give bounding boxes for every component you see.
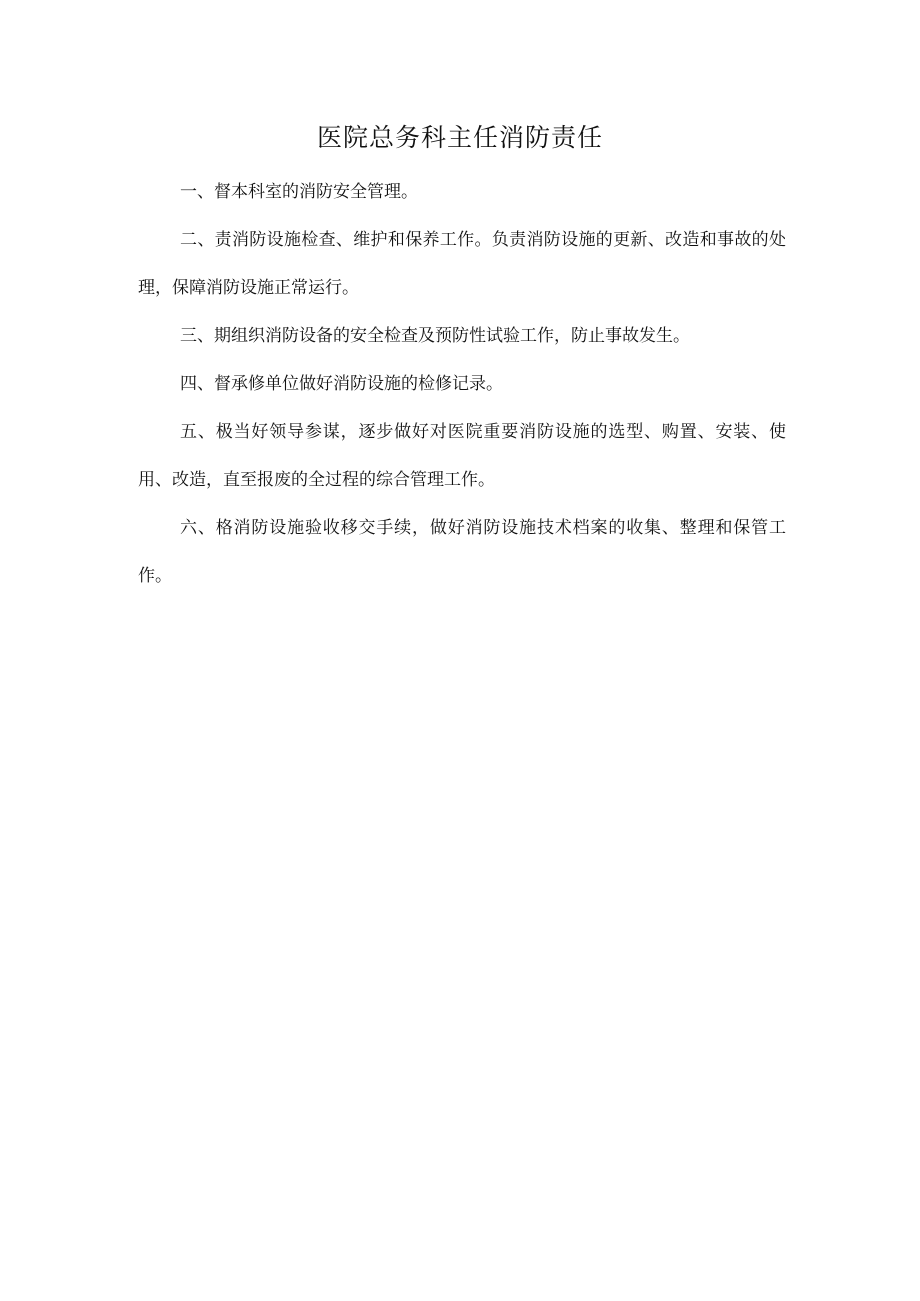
document-body — [138, 168, 786, 600]
document-title: 医院总务科主任消防责任 — [316, 123, 603, 152]
paragraph-1: 一、督本科室的消防安全管理。 — [180, 182, 418, 202]
paragraph-5: 五、极当好领导参谋，逐步做好对医院重要消防设施的选型、购置、安装、使用、改造，直至报废的全过程的综合管理工作。 — [138, 422, 786, 490]
paragraph-6: 六、格消防设施验收移交手续，做好消防设施技术档案的收集、整理和保管工作。 — [138, 518, 786, 586]
paragraph-2: 二、责消防设施检查、维护和保养工作。负责消防设施的更新、改造和事故的处理，保障消防设施正常运行。 — [138, 230, 786, 298]
paragraph-3: 三、期组织消防设备的安全检查及预防性试验工作，防止事故发生。 — [180, 326, 690, 346]
paragraph-4: 四、督承修单位做好消防设施的检修记录。 — [180, 374, 503, 394]
